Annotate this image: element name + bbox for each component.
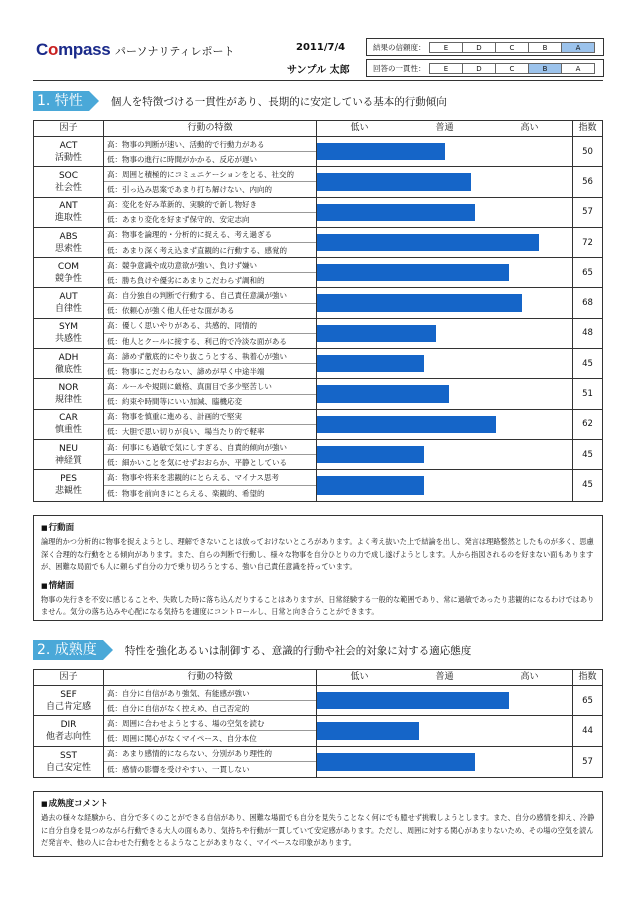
score-bar [317,722,419,739]
factor-name: 神経質 [54,455,82,466]
trait-high: 高：物事の判断が速い、活動的で行動力がある [104,137,316,152]
factor-cell [34,137,104,166]
factor-row-nor [34,379,602,409]
col-low: 低い [350,123,369,133]
factor-row-sef [34,686,602,716]
trait-cell [104,747,317,777]
trait-cell [104,440,317,469]
header-divider [33,80,603,81]
trait-cell [104,167,317,196]
grade-a: A [561,42,595,53]
score-bar-cell [317,288,573,317]
grade-c: C [495,42,529,53]
trait-cell [104,410,317,439]
trait-high: 高：自分に自信があり強気、有能感が強い [104,686,316,701]
trait-low: 低：感情の影響を受けやすい、一貫しない [107,765,250,775]
trait-cell [104,379,317,408]
col-high: 高い [520,672,539,682]
logo-compass-o: o [47,40,59,59]
comment-emotion-heading: ■ 情緒面 [41,579,595,591]
factor-name: 社会性 [54,182,82,193]
factor-row-aut [34,288,602,318]
factor-name: 競争性 [54,273,82,284]
col-low: 低い [350,672,369,682]
col-score: 指数 [578,672,597,682]
result-reliability-label: 結果の信頼度： [373,43,426,52]
section1-header [33,91,447,111]
factor-cell [34,288,104,317]
score-value: 62 [582,419,593,430]
factor-name: 進取性 [54,213,82,224]
score-bar [317,264,509,281]
result-reliability-grades [430,42,595,53]
grade-b: B [528,63,562,74]
trait-cell [104,470,317,500]
trait-low: 低：物事の進行に時間がかかる、反応が遅い [107,154,257,164]
factor-row-act [34,137,602,167]
trait-low: 低：依頼心が強く他人任せな面がある [107,306,235,316]
score-bar [317,385,449,402]
compass-logo: Compass [36,40,111,59]
section1-table [33,120,603,502]
factor-row-neu [34,440,602,470]
score-bar [317,476,424,494]
factor-cell [34,198,104,227]
factor-cell [34,379,104,408]
score-bar-cell [317,747,573,777]
trait-cell [104,716,317,745]
trait-high: 高：競争意識や成功意欲が強い、負けず嫌い [104,258,316,273]
factor-row-sym [34,319,602,349]
factor-cell [34,440,104,469]
trait-cell [104,319,317,348]
factor-code: PES [60,474,77,485]
trait-low: 低：あまり深く考え込まず直観的に行動する、感覚的 [107,245,287,255]
trait-cell [104,228,317,257]
trait-low: 低：勝ち負けや優劣にあまりこだわらず調和的 [107,275,265,285]
section1-table-header [34,121,602,137]
col-trait: 行動の特徴 [104,121,317,136]
subject-name: サンプル 太郎 [287,65,350,76]
score-value: 45 [582,480,593,491]
factor-name: 共感性 [54,334,82,345]
trait-high: 高：周囲と積極的にコミュニケーションをとる、社交的 [104,167,316,182]
section1-description: 個人を特徴づける一貫性があり、長期的に安定している基本的行動傾向 [110,95,447,108]
score-value: 57 [582,756,593,767]
score-value: 44 [582,725,593,736]
score-value: 65 [582,695,593,706]
section2-title: 2. 成熟度 [33,640,103,660]
factor-name: 自律性 [54,304,82,315]
section2-header [33,640,471,660]
factor-row-abs [34,228,602,258]
trait-cell [104,258,317,287]
score-value: 56 [582,176,593,187]
comment-maturity-heading: ■ 成熟度コメント [41,797,595,809]
score-value: 45 [582,449,593,460]
factor-cell [34,410,104,439]
factor-name: 活動性 [54,152,82,163]
trait-high: 高：ルールや規則に厳格、真面目で多少堅苦しい [104,379,316,394]
score-value: 68 [582,298,593,309]
factor-name: 自己肯定感 [45,701,91,712]
trait-cell [104,349,317,378]
col-high: 高い [520,123,539,133]
factor-row-sst [34,747,602,777]
grade-e: E [429,42,463,53]
score-value: 65 [582,267,593,278]
factor-cell [34,686,104,715]
score-bar-cell [317,167,573,196]
score-bar [317,204,475,221]
factor-code: AUT [59,292,78,303]
score-bar-cell [317,198,573,227]
trait-low: 低：あまり変化を好まず保守的、安定志向 [107,215,250,225]
score-bar [317,173,471,190]
factor-code: COM [57,261,80,272]
section2-table [33,669,603,778]
score-bar-cell [317,137,573,166]
col-factor: 因子 [34,670,104,685]
trait-high: 高：あまり感情的にならない、分別があり理性的 [104,747,316,763]
score-bar-cell [317,410,573,439]
trait-high: 高：自分独自の判断で行動する、自己責任意識が強い [104,288,316,303]
trait-cell [104,137,317,166]
grade-e: E [429,63,463,74]
factor-code: ANT [59,201,78,212]
grade-c: C [495,63,529,74]
factor-row-dir [34,716,602,746]
score-bar [317,416,496,433]
score-value: 45 [582,358,593,369]
trait-high: 高：諦めず徹底的にやり抜こうとする、執着心が強い [104,349,316,364]
section2-rows [34,686,602,777]
trait-high: 高：変化を好み革新的、実験的で新し物好き [104,198,316,213]
score-value: 72 [582,237,593,248]
factor-code: DIR [60,719,77,730]
col-factor: 因子 [34,121,104,136]
factor-code: ABS [59,231,78,242]
trait-low: 低：周囲に関心がなくマイペース、自分本位 [107,734,257,744]
col-mid: 普通 [435,672,454,682]
trait-high: 高：物事や将来を悲観的にとらえる、マイナス思考 [104,470,316,486]
factor-code: SYM [59,322,78,333]
factor-name: 徹底性 [54,364,82,375]
answer-consistency-label: 回答の一貫性： [373,64,426,73]
factor-code: SOC [58,170,79,181]
factor-code: SEF [60,689,77,700]
factor-row-pes [34,470,602,500]
factor-row-ant [34,198,602,228]
factor-name: 他者志向性 [45,731,91,742]
factor-cell [34,716,104,745]
section2-description: 特性を強化あるいは制御する、意識的行動や社会的対象に対する適応態度 [124,644,472,657]
factor-code: ADH [58,352,79,363]
col-chart [317,670,573,685]
trait-high: 高：優しく思いやりがある、共感的、同情的 [104,319,316,334]
factor-cell [34,349,104,378]
score-bar [317,294,522,311]
trait-low: 低：細かいことを気にせずおおらか、平静としている [107,457,287,467]
factor-row-soc [34,167,602,197]
trait-low: 低：引っ込み思案であまり打ち解けない、内向的 [107,185,272,195]
factor-cell [34,470,104,500]
report-date: 2011/7/4 [296,42,346,53]
score-bar-cell [317,440,573,469]
trait-cell [104,198,317,227]
score-bar [317,355,424,372]
factor-name: 慎重性 [54,425,82,436]
col-trait: 行動の特徴 [104,670,317,685]
trait-low: 低：物事を前向きにとらえる、楽観的、希望的 [107,488,265,498]
factor-row-com [34,258,602,288]
factor-code: NEU [58,443,78,454]
grade-a: A [561,63,595,74]
section2-comment-box [33,791,603,857]
factor-name: 悲観性 [54,486,82,497]
factor-name: 規律性 [54,395,82,406]
factor-name: 思索性 [54,243,82,254]
score-bar-cell [317,349,573,378]
col-chart [317,121,573,136]
trait-cell [104,288,317,317]
score-bar-cell [317,228,573,257]
comment-behavior-text: 論理的かつ分析的に物事を捉えようとし、理解できないことは放っておけないところがあります。よく考え抜いた上で結論を出し、発言は理路整然としたものが多く、思慮深く合理的な行動をとる傾向があります。また、自らの判断で行動し、様々な物事を自分ひとりの力で成し遂げようとします。人から指図されるのを好まない面もありますが、困難な局面でも人に頼らず自分の力で乗り切ろうとする、強い自己責任意識を持っています。 [41,537,594,571]
factor-cell [34,228,104,257]
comment-behavior-heading: ■ 行動面 [41,521,595,533]
score-bar-cell [317,470,573,500]
score-bar [317,446,424,463]
trait-low: 低：大胆で思い切りが良い、場当たり的で軽率 [107,427,265,437]
score-value: 48 [582,328,593,339]
col-score: 指数 [578,123,597,133]
trait-high: 高：物事を論理的・分析的に捉える、考え過ぎる [104,228,316,243]
score-value: 50 [582,146,593,157]
report-title: パーソナリティレポート [115,45,235,58]
factor-code: SST [60,750,77,761]
trait-high: 高：物事を慎重に進める、計画的で堅実 [104,410,316,425]
score-bar [317,753,475,771]
score-bar [317,234,539,251]
score-bar-cell [317,379,573,408]
section1-rows [34,137,602,501]
result-reliability-box [366,38,604,56]
section1-title: 1. 特性 [33,91,89,111]
section1-comment-box [33,515,603,621]
answer-consistency-box [366,59,604,77]
factor-row-car [34,410,602,440]
factor-code: CAR [59,413,78,424]
factor-cell [34,258,104,287]
trait-low: 低：物事にこだわらない、諦めが早く中途半端 [107,366,265,376]
score-value: 57 [582,207,593,218]
score-bar-cell [317,258,573,287]
factor-code: NOR [58,383,79,394]
trait-low: 低：約束や時間等にいい加減、臨機応変 [107,397,242,407]
score-bar-cell [317,319,573,348]
comment-maturity-text: 過去の様々な経験から、自分で多くのことができる自信があり、困難な場面でも自分を見失うことなく何にでも臆せず挑戦しようとします。また、自分の感情を抑え、冷静に自分自身を見つめながら行動できる大人の面もあり、気持ちや行動が一貫していて安定感があります。ただし、周囲に対する関心があまりないため、その場の空気を読んだ発言や、他の人に合わせた行動をとるようなことがあまりなく、マイペースな印象があります。 [41,813,595,847]
factor-cell [34,167,104,196]
score-bar-cell [317,686,573,715]
score-value: 51 [582,389,593,400]
score-bar [317,325,436,342]
section2-table-header [34,670,602,686]
trait-low: 低：他人とクールに接する、利己的で冷淡な面がある [107,336,287,346]
factor-name: 自己安定性 [45,762,91,773]
comment-emotion-text: 物事の先行きを不安に感じることや、失敗した時に落ち込んだりすることはありますが、日常経験する一般的な範囲であり、常に過敏であったり悲観的になるわけではありません。気分の落ち込みや心配になる気持ちを適度にコントロールし、日常と向き合うことができます。 [41,594,595,616]
trait-low: 低：自分に自信がなく控えめ、自己否定的 [107,703,250,713]
factor-cell [34,319,104,348]
factor-cell [34,747,104,777]
score-bar-cell [317,716,573,745]
trait-high: 高：何事にも過敏で気にしすぎる、自責的傾向が強い [104,440,316,455]
col-mid: 普通 [435,123,454,133]
factor-row-adh [34,349,602,379]
trait-cell [104,686,317,715]
score-bar [317,692,509,709]
factor-code: ACT [59,140,78,151]
score-bar [317,143,445,160]
grade-d: D [462,42,496,53]
grade-d: D [462,63,496,74]
trait-high: 高：周囲に合わせようとする、場の空気を読む [104,716,316,731]
answer-consistency-grades [430,63,595,74]
grade-b: B [528,42,562,53]
